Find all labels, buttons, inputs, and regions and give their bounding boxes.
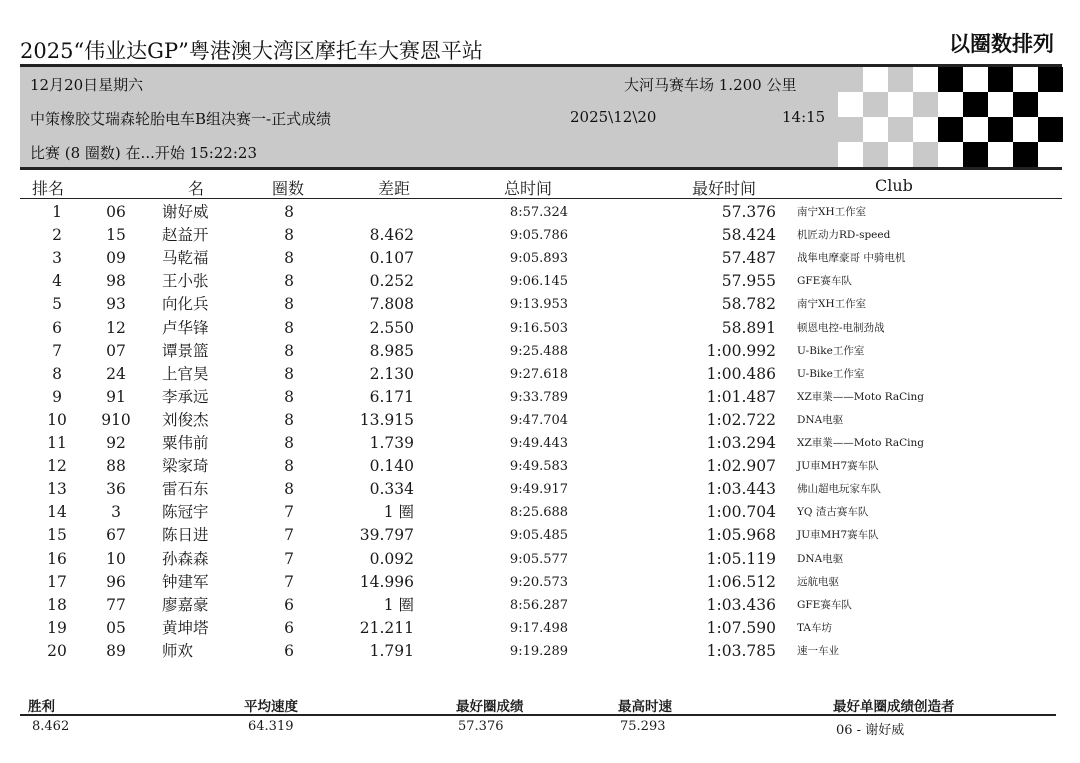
row-club: U-Bike工作室: [797, 344, 865, 357]
row-rider-name: 卢华锋: [162, 318, 209, 337]
row-laps: 8: [284, 410, 294, 429]
row-total-time: 9:49.917: [509, 482, 569, 498]
row-total-time: 8:57.324: [509, 205, 569, 220]
checker-square: [963, 92, 988, 117]
row-laps: 8: [284, 249, 294, 268]
row-laps: 7: [284, 572, 294, 591]
row-bike-number: 12: [106, 318, 126, 337]
row-rider-name: 钟建军: [162, 572, 209, 591]
row-best-time: 1:00.992: [706, 341, 776, 360]
table-row: [20, 640, 1062, 663]
row-bike-number: 93: [106, 295, 126, 314]
row-gap: 0.092: [369, 549, 414, 568]
row-club: TA车坊: [797, 621, 833, 634]
summary-value-best-lap: 57.376: [458, 719, 504, 734]
row-rider-name: 廖嘉豪: [162, 595, 209, 614]
row-laps: 7: [284, 503, 294, 522]
row-position: 19: [47, 618, 67, 637]
checker-square: [988, 67, 1013, 92]
summary-label-best-lap: 最好圈成绩: [456, 699, 524, 715]
row-best-time: 1:05.119: [706, 549, 776, 568]
checker-square: [988, 92, 1013, 117]
row-rider-name: 李承远: [162, 387, 209, 406]
row-position: 2: [52, 226, 62, 245]
row-club: YQ 渣古赛车队: [797, 506, 869, 519]
row-gap: 0.334: [369, 480, 414, 499]
checker-square: [913, 142, 938, 167]
table-row: [20, 571, 1062, 594]
row-rider-name: 梁家琦: [162, 457, 209, 476]
row-rider-name: 上官昊: [162, 364, 209, 383]
row-total-time: 9:49.443: [509, 436, 569, 451]
row-club: 战隼电摩豪哥 中骑电机: [797, 252, 906, 265]
row-rider-name: 黄坤塔: [162, 618, 209, 637]
row-rider-name: 谭景篮: [162, 341, 209, 360]
summary-label-win: 胜利: [28, 699, 55, 715]
checker-square: [938, 117, 963, 142]
row-position: 15: [47, 526, 67, 545]
row-total-time: 9:05.893: [509, 251, 569, 267]
row-gap: 0.252: [369, 272, 414, 291]
row-club: GFE赛车队: [797, 598, 852, 611]
checker-square: [1038, 67, 1063, 92]
row-laps: 8: [284, 272, 294, 291]
row-total-time: 8:25.688: [509, 505, 569, 521]
results-column-header: [20, 176, 1062, 199]
row-best-time: 1:06.512: [706, 572, 776, 591]
row-bike-number: 67: [106, 526, 126, 545]
row-laps: 8: [284, 203, 294, 221]
row-position: 4: [52, 272, 62, 291]
row-club: 佛山超电玩家车队: [797, 483, 881, 496]
row-position: 10: [47, 410, 67, 429]
row-gap: 39.797: [359, 526, 414, 545]
row-gap: 2.550: [369, 318, 414, 337]
row-total-time: 9:05.577: [509, 551, 569, 567]
row-laps: 8: [284, 295, 294, 314]
checker-square: [1013, 117, 1038, 142]
row-club: JU車MH7赛车队: [797, 529, 879, 542]
row-best-time: 58.424: [721, 226, 776, 245]
row-gap: 0.107: [369, 249, 414, 268]
checker-square: [913, 117, 938, 142]
track-info: 大河马赛车场 1.200 公里: [624, 76, 797, 94]
row-bike-number: 24: [106, 364, 126, 383]
row-best-time: 1:02.722: [706, 410, 776, 429]
table-row: [20, 224, 1062, 247]
row-best-time: 58.891: [721, 318, 776, 337]
row-gap: 13.915: [359, 410, 414, 429]
row-bike-number: 91: [106, 387, 126, 406]
summary-value-best-lap-by: 06 - 谢好威: [836, 723, 905, 738]
table-row: [20, 594, 1062, 617]
row-total-time: 9:05.786: [509, 228, 569, 244]
row-laps: 6: [284, 595, 294, 614]
summary-label-best-lap-by: 最好单圈成绩创造者: [833, 699, 955, 715]
summary-values: [20, 718, 1056, 738]
checker-square: [838, 92, 863, 117]
row-bike-number: 10: [106, 549, 126, 568]
checker-square: [963, 142, 988, 167]
row-club: U-Bike工作室: [797, 367, 865, 380]
row-rider-name: 陈冠宇: [162, 503, 209, 522]
summary-header: [20, 694, 1056, 716]
col-club: Club: [875, 176, 913, 195]
checker-square: [838, 67, 863, 92]
row-gap: 14.996: [359, 572, 414, 591]
row-position: 6: [52, 318, 62, 337]
row-gap: 1 圈: [383, 595, 414, 614]
row-best-time: 57.955: [721, 272, 776, 291]
row-rider-name: 雷石东: [162, 480, 209, 499]
row-rider-name: 陈日进: [162, 526, 209, 545]
table-row: [20, 432, 1062, 455]
row-club: GFE赛车队: [797, 275, 852, 288]
col-gap: 差距: [378, 179, 411, 198]
row-total-time: 8:56.287: [509, 597, 569, 613]
row-gap: 1.739: [369, 434, 414, 452]
row-club: DNA电驱: [797, 552, 844, 565]
row-laps: 6: [284, 618, 294, 637]
row-rider-name: 粟伟前: [162, 434, 209, 452]
row-laps: 6: [284, 641, 294, 660]
checker-square: [938, 142, 963, 167]
row-total-time: 9:33.789: [509, 389, 569, 405]
race-date: 12月20日星期六: [30, 76, 144, 94]
row-bike-number: 98: [106, 272, 126, 291]
table-row: [20, 363, 1062, 386]
table-row: [20, 455, 1062, 478]
checker-square: [1038, 117, 1063, 142]
col-pos: 排名: [32, 179, 65, 198]
row-total-time: 9:06.145: [509, 274, 569, 290]
table-row: [20, 478, 1062, 501]
table-row: [20, 201, 1062, 224]
row-laps: 8: [284, 341, 294, 360]
row-best-time: 1:03.785: [706, 641, 776, 660]
row-laps: 7: [284, 549, 294, 568]
row-rider-name: 马乾福: [162, 249, 209, 268]
row-position: 1: [52, 203, 62, 221]
summary-label-top-speed: 最高时速: [618, 699, 672, 715]
table-row: [20, 247, 1062, 270]
row-laps: 8: [284, 364, 294, 383]
row-position: 14: [47, 503, 67, 522]
row-best-time: 1:07.590: [706, 618, 776, 637]
row-gap: 1 圈: [383, 503, 414, 522]
row-club: DNA电驱: [797, 413, 844, 426]
row-total-time: 9:19.289: [509, 643, 569, 659]
checker-square: [863, 142, 888, 167]
row-rider-name: 向化兵: [162, 295, 209, 314]
row-best-time: 58.782: [721, 295, 776, 314]
row-position: 8: [52, 364, 62, 383]
row-laps: 8: [284, 480, 294, 499]
row-rider-name: 孙森森: [162, 549, 209, 568]
checker-square: [863, 117, 888, 142]
row-club: 远航电驱: [797, 575, 839, 588]
summary-value-avg-speed: 64.319: [248, 719, 294, 734]
row-position: 9: [52, 387, 62, 406]
row-bike-number: 06: [106, 203, 126, 221]
checker-square: [1038, 142, 1063, 167]
row-gap: 1.791: [369, 641, 414, 660]
event-time: 14:15: [782, 108, 826, 126]
row-best-time: 1:02.907: [706, 457, 776, 476]
row-total-time: 9:47.704: [509, 412, 569, 428]
col-name: 名: [188, 179, 205, 198]
race-info: 比赛 (8 圈数) 在...开始 15:22:23: [30, 144, 257, 162]
table-row: [20, 317, 1062, 340]
row-best-time: 1:03.294: [706, 434, 776, 452]
row-club: JU車MH7赛车队: [797, 460, 879, 473]
checker-square: [963, 117, 988, 142]
row-rider-name: 赵益开: [162, 226, 209, 245]
table-row: [20, 340, 1062, 363]
row-position: 16: [47, 549, 67, 568]
row-position: 12: [47, 457, 67, 476]
row-bike-number: 96: [106, 572, 126, 591]
checker-square: [838, 142, 863, 167]
checker-square: [863, 92, 888, 117]
row-bike-number: 88: [106, 457, 126, 476]
row-club: XZ車業——Moto RaCing: [797, 390, 925, 403]
row-rider-name: 师欢: [162, 641, 194, 660]
row-total-time: 9:20.573: [509, 574, 569, 590]
table-row: [20, 293, 1062, 316]
checker-square: [888, 142, 913, 167]
checker-square: [888, 92, 913, 117]
row-bike-number: 07: [106, 341, 126, 360]
checker-square: [1013, 142, 1038, 167]
row-laps: 8: [284, 457, 294, 476]
table-row: [20, 617, 1062, 640]
row-rider-name: 王小张: [162, 272, 209, 291]
checker-square: [888, 117, 913, 142]
row-best-time: 1:05.968: [706, 526, 776, 545]
checker-square: [1013, 67, 1038, 92]
row-rider-name: 刘俊杰: [162, 410, 209, 429]
col-total: 总时间: [504, 179, 553, 198]
row-gap: 8.462: [369, 226, 414, 245]
checker-square: [988, 117, 1013, 142]
col-best: 最好时间: [692, 179, 757, 198]
checker-square: [988, 142, 1013, 167]
event-date: 2025\12\20: [570, 108, 657, 126]
summary-value-win: 8.462: [32, 719, 70, 734]
row-position: 7: [52, 341, 62, 360]
row-club: 速一车业: [797, 644, 839, 657]
row-club: 南宁XH工作室: [797, 298, 867, 311]
row-bike-number: 910: [101, 410, 131, 429]
checker-square: [913, 67, 938, 92]
row-position: 13: [47, 480, 67, 499]
event-name: 中策橡胶艾瑞森轮胎电车B组决赛一-正式成绩: [30, 110, 332, 128]
row-laps: 7: [284, 526, 294, 545]
summary-label-avg-speed: 平均速度: [244, 699, 298, 715]
row-bike-number: 36: [106, 480, 126, 499]
row-club: 机匠动力RD-speed: [797, 229, 891, 242]
row-bike-number: 89: [106, 641, 126, 660]
checkered-flag-graphic: [838, 67, 1062, 167]
row-best-time: 1:03.443: [706, 480, 776, 499]
row-best-time: 57.376: [721, 203, 776, 221]
row-gap: 8.985: [369, 341, 414, 360]
checker-square: [963, 67, 988, 92]
row-total-time: 9:27.618: [509, 366, 569, 382]
row-total-time: 9:17.498: [509, 620, 569, 636]
row-bike-number: 77: [106, 595, 126, 614]
row-total-time: 9:05.485: [509, 528, 569, 544]
row-position: 18: [47, 595, 67, 614]
row-total-time: 9:16.503: [509, 320, 569, 336]
table-row: [20, 501, 1062, 524]
row-bike-number: 15: [106, 226, 126, 245]
checker-square: [863, 67, 888, 92]
row-laps: 8: [284, 387, 294, 406]
row-position: 3: [52, 249, 62, 268]
summary-value-top-speed: 75.293: [620, 719, 666, 734]
row-total-time: 9:13.953: [509, 297, 569, 313]
table-row: [20, 386, 1062, 409]
col-laps: 圈数: [272, 179, 305, 198]
row-best-time: 57.487: [721, 249, 776, 268]
event-header-band: [20, 64, 1062, 170]
row-bike-number: 09: [106, 249, 126, 268]
row-club: 南宁XH工作室: [797, 206, 867, 218]
row-position: 20: [47, 641, 67, 660]
sort-label: 以圈数排列: [949, 32, 1054, 56]
row-total-time: 9:25.488: [509, 343, 569, 359]
row-laps: 8: [284, 226, 294, 245]
row-laps: 8: [284, 434, 294, 452]
checker-square: [938, 92, 963, 117]
row-gap: 0.140: [369, 457, 414, 476]
checker-square: [1013, 92, 1038, 117]
checker-square: [913, 92, 938, 117]
row-best-time: 1:01.487: [706, 387, 776, 406]
row-gap: 2.130: [369, 364, 414, 383]
checker-square: [938, 67, 963, 92]
row-bike-number: 05: [106, 618, 126, 637]
row-club: 顿恩电控-电制劲战: [797, 321, 885, 334]
page-title: 2025“伟业达GP”粤港澳大湾区摩托车大赛恩平站: [20, 39, 483, 63]
row-best-time: 1:00.486: [706, 364, 776, 383]
row-laps: 8: [284, 318, 294, 337]
checker-square: [888, 67, 913, 92]
row-bike-number: 3: [111, 503, 121, 522]
row-best-time: 1:00.704: [706, 503, 776, 522]
table-row: [20, 409, 1062, 432]
row-rider-name: 谢好威: [162, 203, 209, 221]
row-gap: 7.808: [369, 295, 414, 314]
checker-square: [1038, 92, 1063, 117]
table-row: [20, 548, 1062, 571]
row-position: 5: [52, 295, 62, 314]
row-gap: 21.211: [359, 618, 414, 637]
table-row: [20, 270, 1062, 293]
checker-square: [838, 117, 863, 142]
table-row: [20, 524, 1062, 547]
row-position: 11: [47, 434, 67, 452]
row-club: XZ車業——Moto RaCing: [797, 437, 925, 449]
row-total-time: 9:49.583: [509, 459, 569, 475]
row-best-time: 1:03.436: [706, 595, 776, 614]
row-position: 17: [47, 572, 67, 591]
row-bike-number: 92: [106, 434, 126, 452]
row-gap: 6.171: [369, 387, 414, 406]
